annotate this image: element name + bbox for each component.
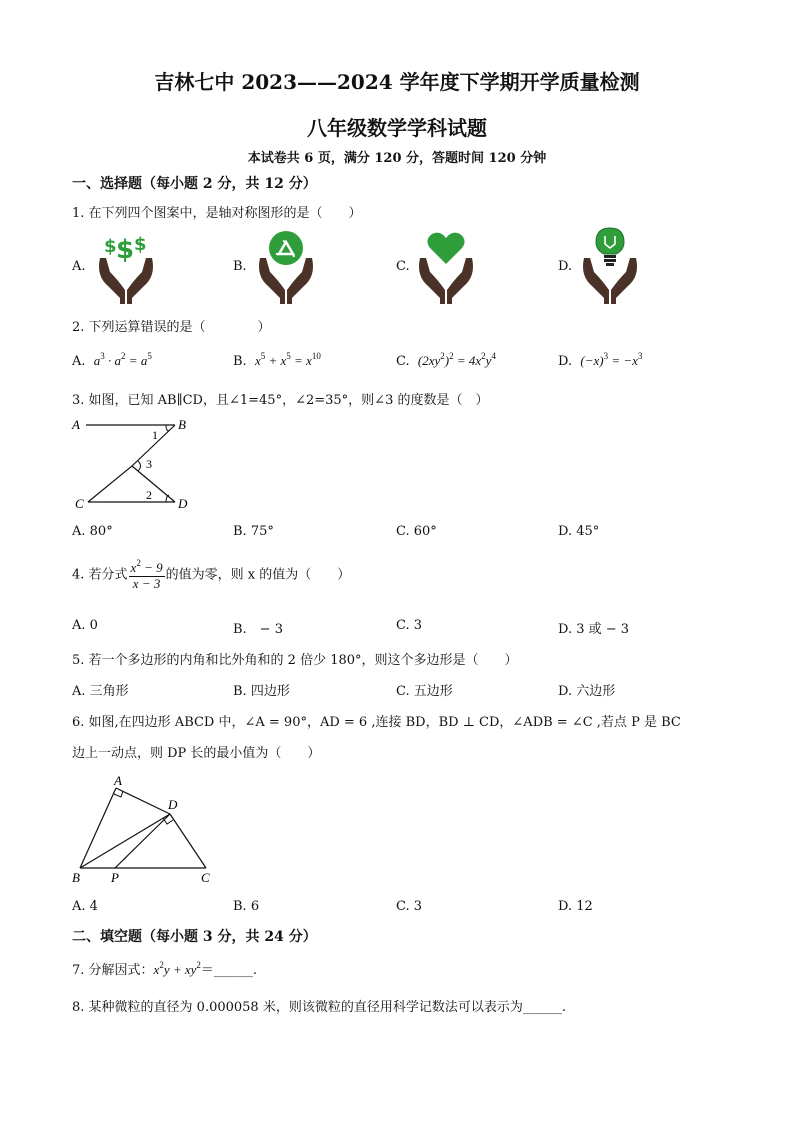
q3-label-c: C xyxy=(75,496,84,511)
heart-hands-icon xyxy=(414,228,478,306)
q4-option-a: A. 0 xyxy=(72,618,98,633)
question-5-stem: 5. 若一个多边形的内角和比外角和的 2 倍少 180°，则这个多边形是（ ） xyxy=(72,653,518,668)
q6-option-b: B. 6 xyxy=(233,899,260,914)
dollar-hands-icon xyxy=(94,228,158,306)
q3-option-a: A. 80° xyxy=(72,524,113,539)
q6-label-d: D xyxy=(168,797,178,812)
svg-text:$: $ xyxy=(104,236,117,257)
q5-option-a: A. 三角形 xyxy=(72,684,129,699)
question-4-stem: 4. 若分式 $\frac{x^2 - 9}{x - 3}$ 的值为零，则 x 的值为（ ） xyxy=(72,558,351,591)
q2-option-b: B. $x^5 + x^5 = x^{10}$ xyxy=(233,351,321,369)
q3-label-d: D xyxy=(178,496,188,511)
exam-info: 本试卷共 6 页，满分 120 分，答题时间 120 分钟 xyxy=(247,151,547,166)
q6-figure xyxy=(68,772,218,887)
q3-label-b: B xyxy=(178,417,186,432)
q6-label-p: P xyxy=(111,870,119,885)
q3-angle-3: 3 xyxy=(146,457,152,471)
exam-title: 吉林七中 2023——2024 学年度下学期开学质量检测 xyxy=(154,70,640,94)
section-heading-choice: 一、选择题（每小题 2 分，共 12 分） xyxy=(72,176,317,192)
q6-label-b: B xyxy=(72,870,80,885)
q6-option-c: C. 3 xyxy=(396,899,423,914)
q3-option-c: C. 60° xyxy=(396,524,437,539)
q4-option-d: D. 3 或 − 3 xyxy=(558,622,630,637)
recycle-hands-icon xyxy=(254,228,318,306)
question-3-stem: 3. 如图，已知 AB∥CD，且∠1=45°，∠2=35°，则∠3 的度数是（ ） xyxy=(72,393,489,408)
q1-option-b-label: B. xyxy=(233,259,247,274)
q3-angle-1: 1 xyxy=(152,428,158,442)
q3-figure xyxy=(70,414,200,514)
q6-option-a: A. 4 xyxy=(72,899,98,914)
q1-option-c-label: C. xyxy=(396,259,410,274)
q5-option-b: B. 四边形 xyxy=(233,684,290,699)
q5-option-c: C. 五边形 xyxy=(396,684,453,699)
q4-option-b: B. − 3 xyxy=(233,622,283,637)
svg-text:$: $ xyxy=(134,234,147,255)
q6-label-a: A xyxy=(114,773,122,788)
q2-option-a: A. $a^3 \cdot a^2 = a^5$ xyxy=(72,351,152,369)
question-6-line1: 6. 如图,在四边形 ABCD 中，∠A = 90°，AD = 6 ,连接 BD，BD ⊥ CD，∠ADB = ∠C ,若点 P 是 BC xyxy=(72,715,681,730)
q6-label-c: C xyxy=(201,870,210,885)
q3-option-b: B. 75° xyxy=(233,524,274,539)
q1-option-d-label: D. xyxy=(558,259,573,274)
question-8-stem: 8. 某种微粒的直径为 0.000058 米，则该微粒的直径用科学记数法可以表示为______. xyxy=(72,1000,566,1015)
exam-subtitle: 八年级数学学科试题 xyxy=(307,116,487,140)
question-1-stem: 1. 在下列四个图案中，是轴对称图形的是（ ） xyxy=(72,206,362,221)
q6-option-d: D. 12 xyxy=(558,899,593,914)
question-2-stem: 2. 下列运算错误的是（ ） xyxy=(72,320,271,335)
question-7-stem: 7. 分解因式：$x^2y$ + $xy^2=\_\_\_\_\_\_$. xyxy=(72,960,258,978)
svg-text:$: $ xyxy=(116,235,135,265)
q5-option-d: D. 六边形 xyxy=(558,684,616,699)
question-6-line2: 边上一动点，则 DP 长的最小值为（ ） xyxy=(72,746,321,761)
q1-option-a-label: A. xyxy=(72,259,86,274)
section-heading-fill: 二、填空题（每小题 3 分，共 24 分） xyxy=(72,929,317,945)
q4-option-c: C. 3 xyxy=(396,618,423,633)
q3-angle-2: 2 xyxy=(146,488,152,502)
q3-label-a: A xyxy=(72,417,80,432)
q3-option-d: D. 45° xyxy=(558,524,600,539)
bulb-hands-icon xyxy=(578,224,642,306)
q2-option-d: D. $(-x)^3 = -x^3$ xyxy=(558,351,643,369)
q2-option-c: C. $(2xy^2)^2 = 4x^2y^4$ xyxy=(396,351,496,369)
